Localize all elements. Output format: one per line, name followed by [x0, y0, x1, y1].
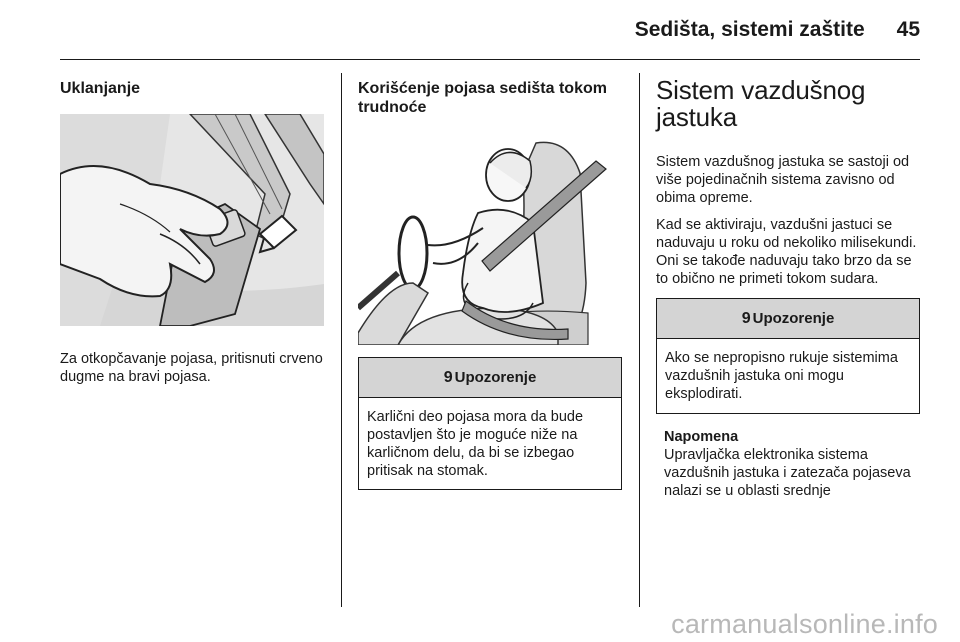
column-left: [60, 73, 324, 386]
note-title: Napomena: [664, 429, 739, 445]
header-rule: [60, 59, 920, 60]
note-text: Upravljačka elektronika sistema vazdušnih jastuka i zatezača pojaseva nalazi se u oblasti srednje: [664, 447, 911, 499]
warning-triangle-icon: 9: [741, 309, 751, 327]
column-middle: [358, 73, 622, 490]
warning-header: [359, 358, 621, 398]
airbag-paragraph-2: Kad se aktiviraju, vazdušni jastuci se naduvaju u roku od nekoliko milisekundi. Oni se takođe naduvaju tako brzo da se to obično ne primeti tokom sudara.: [656, 217, 917, 287]
column-right: [656, 73, 920, 500]
warning-triangle-icon: 9: [443, 368, 453, 386]
page-header-title: Sedišta, sistemi zaštite: [634, 18, 865, 41]
section-heading-removal: Uklanjanje: [60, 80, 141, 97]
warning-text: Karlični deo pojasa mora da bude postavljen što je moguće niže na karličnom delu, da bi se izbegao pritisak na stomak.: [367, 409, 584, 479]
note-block: [656, 428, 920, 500]
warning-title: Upozorenje: [752, 310, 835, 327]
buckle-release-illustration: [60, 114, 324, 326]
warning-box-airbag: [656, 298, 920, 414]
warning-title: Upozorenje: [454, 369, 537, 386]
warning-header: [657, 299, 919, 339]
site-watermark: carmanualsonline.info: [671, 609, 938, 639]
warning-box-pregnancy: [358, 357, 622, 490]
column-divider: [639, 73, 640, 607]
section-heading-pregnancy: Korišćenje pojasa sedišta tokom trudnoće: [358, 80, 607, 116]
section-heading-airbag: Sistem vazdušnog jastuka: [656, 75, 866, 132]
page-number: 45: [896, 18, 920, 41]
running-header: [635, 18, 920, 48]
airbag-paragraph-1: Sistem vazdušnog jastuka se sastoji od više pojedinačnih sistema zavisno od obima opreme.: [656, 154, 910, 206]
pregnant-driver-illustration: [358, 133, 622, 345]
removal-instructions: Za otkopčavanje pojasa, pritisnuti crveno dugme na bravi pojasa.: [60, 351, 323, 385]
warning-text: Ako se nepropisno rukuje sistemima vazdušnih jastuka oni mogu eksplodirati.: [665, 350, 898, 402]
column-divider: [341, 73, 342, 607]
